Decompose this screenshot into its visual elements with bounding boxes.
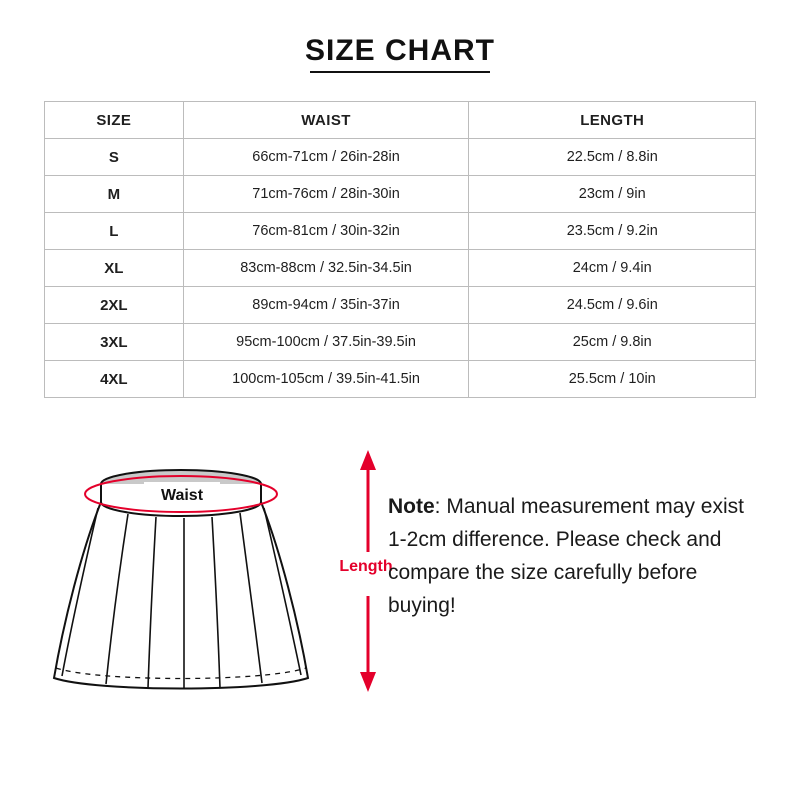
- cell-waist: 95cm-100cm / 37.5in-39.5in: [183, 324, 469, 361]
- cell-size: M: [45, 176, 184, 213]
- note-text: [388, 490, 766, 622]
- title-underline: [310, 71, 490, 73]
- table-row: [45, 139, 756, 176]
- column-header-length: LENGTH: [469, 102, 756, 139]
- skirt-illustration: [36, 440, 326, 720]
- waist-label: Waist: [160, 487, 204, 504]
- cell-length: 24.5cm / 9.6in: [469, 287, 756, 324]
- note-prefix: Note: [388, 495, 435, 518]
- cell-length: 25cm / 9.8in: [469, 324, 756, 361]
- cell-size: 3XL: [45, 324, 184, 361]
- length-label: Length: [339, 558, 393, 575]
- cell-waist: 71cm-76cm / 28in-30in: [183, 176, 469, 213]
- column-header-waist: WAIST: [183, 102, 469, 139]
- cell-size: XL: [45, 250, 184, 287]
- cell-length: 23cm / 9in: [469, 176, 756, 213]
- cell-size: S: [45, 139, 184, 176]
- table-row: [45, 361, 756, 398]
- cell-length: 24cm / 9.4in: [469, 250, 756, 287]
- cell-waist: 66cm-71cm / 26in-28in: [183, 139, 469, 176]
- arrow-head-down-icon: [360, 672, 376, 692]
- size-table: [44, 101, 756, 398]
- cell-waist: 76cm-81cm / 30in-32in: [183, 213, 469, 250]
- skirt-body: [54, 502, 308, 689]
- table-row: [45, 287, 756, 324]
- cell-waist: 83cm-88cm / 32.5in-34.5in: [183, 250, 469, 287]
- cell-length: 25.5cm / 10in: [469, 361, 756, 398]
- column-header-size: SIZE: [45, 102, 184, 139]
- cell-waist: 89cm-94cm / 35in-37in: [183, 287, 469, 324]
- size-table-wrapper: [44, 101, 756, 398]
- cell-length: 22.5cm / 8.8in: [469, 139, 756, 176]
- table-header-row: [45, 102, 756, 139]
- cell-size: 2XL: [45, 287, 184, 324]
- diagram-section: [0, 440, 800, 760]
- note-body: : Manual measurement may exist 1-2cm difference. Please check and compare the size carefully before buying!: [388, 495, 744, 617]
- table-row: [45, 250, 756, 287]
- page-title: SIZE CHART: [305, 34, 495, 67]
- cell-size: 4XL: [45, 361, 184, 398]
- table-row: [45, 213, 756, 250]
- cell-waist: 100cm-105cm / 39.5in-41.5in: [183, 361, 469, 398]
- table-row: [45, 324, 756, 361]
- skirt-svg: [36, 440, 326, 720]
- cell-size: L: [45, 213, 184, 250]
- arrow-head-up-icon: [360, 450, 376, 470]
- cell-length: 23.5cm / 9.2in: [469, 213, 756, 250]
- table-row: [45, 176, 756, 213]
